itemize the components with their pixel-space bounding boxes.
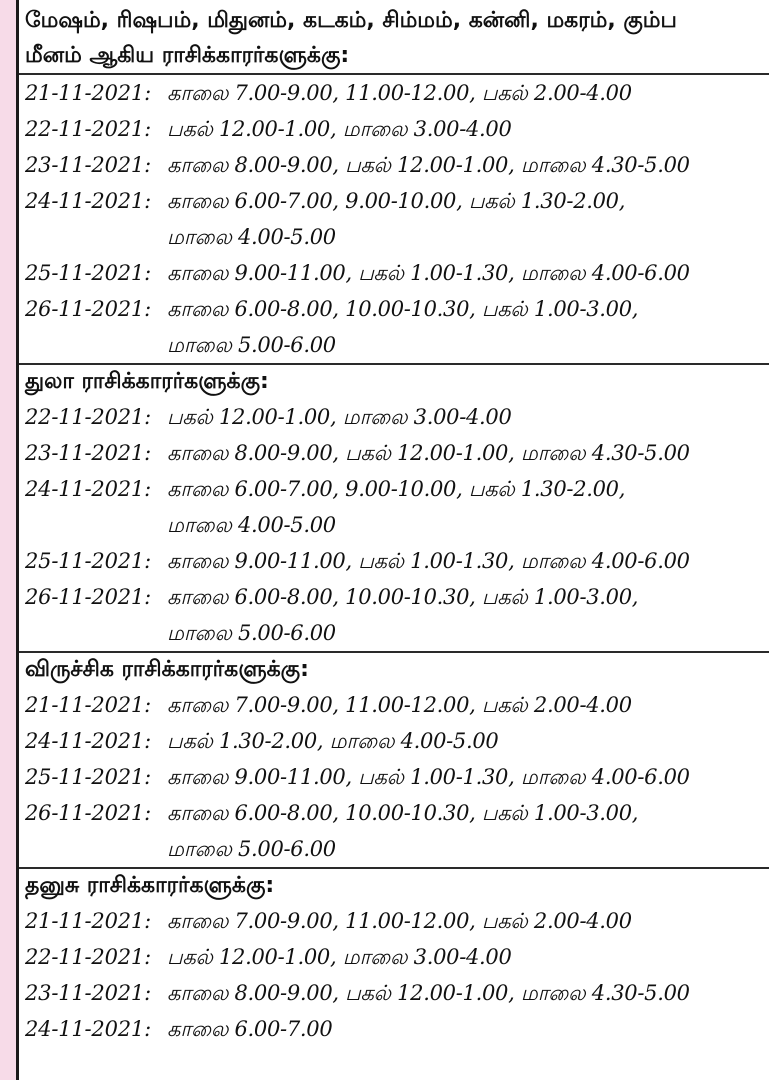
- entry-times: [167, 399, 769, 435]
- entry-times: [167, 939, 769, 975]
- section-heading: மீனம் ஆகிய ராசிக்காரர்களுக்கு:: [25, 43, 350, 68]
- schedule-row: [19, 435, 769, 471]
- entry-times: [167, 183, 769, 255]
- time-line: மாலை 4.00-5.00: [167, 513, 336, 537]
- time-line: காலை 8.00-9.00, பகல் 12.00-1.00, மாலை 4.30-5.00: [167, 441, 690, 465]
- entry-times: [167, 435, 769, 471]
- entry-date: 24-11-2021:: [25, 729, 151, 753]
- schedule-row: [19, 183, 769, 255]
- time-line: காலை 6.00-7.00, 9.00-10.00, பகல் 1.30-2.00,: [167, 189, 626, 213]
- time-line: காலை 7.00-9.00, 11.00-12.00, பகல் 2.00-4.00: [167, 693, 632, 717]
- rasi-section: [19, 365, 769, 653]
- schedule-row: [19, 291, 769, 363]
- section-heading: துலா ராசிக்காரர்களுக்கு:: [25, 369, 269, 394]
- time-line: மாலை 5.00-6.00: [167, 837, 336, 861]
- rasi-section: [19, 869, 769, 1047]
- schedule-row: [19, 1011, 769, 1047]
- entry-date: 24-11-2021:: [25, 1017, 151, 1041]
- entry-times: [167, 975, 769, 1011]
- section-heading: விருச்சிக ராசிக்காரர்களுக்கு:: [25, 657, 309, 682]
- schedule-row: [19, 903, 769, 939]
- schedule-row: [19, 147, 769, 183]
- entry-times: [167, 1011, 769, 1047]
- entry-times: [167, 687, 769, 723]
- entry-date: 21-11-2021:: [25, 909, 151, 933]
- entry-date: 26-11-2021:: [25, 585, 151, 609]
- time-line: காலை 7.00-9.00, 11.00-12.00, பகல் 2.00-4.00: [167, 909, 632, 933]
- entry-date: 24-11-2021:: [25, 189, 151, 213]
- entry-date: 23-11-2021:: [25, 153, 151, 177]
- entry-date: 22-11-2021:: [25, 117, 151, 141]
- entry-date: 23-11-2021:: [25, 441, 151, 465]
- entry-times: [167, 111, 769, 147]
- time-line: காலை 9.00-11.00, பகல் 1.00-1.30, மாலை 4.00-6.00: [167, 261, 690, 285]
- schedule-row: [19, 687, 769, 723]
- entry-date: 22-11-2021:: [25, 405, 151, 429]
- schedule-row: [19, 975, 769, 1011]
- schedule-row: [19, 579, 769, 651]
- time-line: பகல் 12.00-1.00, மாலை 3.00-4.00: [167, 405, 512, 429]
- time-line: காலை 6.00-7.00, 9.00-10.00, பகல் 1.30-2.00,: [167, 477, 626, 501]
- schedule-row: [19, 111, 769, 147]
- time-line: காலை 9.00-11.00, பகல் 1.00-1.30, மாலை 4.00-6.00: [167, 765, 690, 789]
- entry-times: [167, 723, 769, 759]
- entry-times: [167, 255, 769, 291]
- entry-times: [167, 903, 769, 939]
- time-line: காலை 7.00-9.00, 11.00-12.00, பகல் 2.00-4.00: [167, 81, 632, 105]
- schedule-row: [19, 795, 769, 867]
- entry-times: [167, 147, 769, 183]
- schedule-row: [19, 471, 769, 543]
- schedule-row: [19, 723, 769, 759]
- rasi-section: [19, 653, 769, 869]
- schedule-panel: [16, 0, 769, 1080]
- time-line: மாலை 5.00-6.00: [167, 333, 336, 357]
- entry-date: 25-11-2021:: [25, 549, 151, 573]
- section-heading: மேஷம், ரிஷபம், மிதுனம், கடகம், சிம்மம், கன்னி, மகரம், கும்ப: [25, 8, 677, 33]
- schedule-row: [19, 939, 769, 975]
- entry-times: [167, 579, 769, 651]
- entry-times: [167, 795, 769, 867]
- time-line: காலை 6.00-8.00, 10.00-10.30, பகல் 1.00-3.00,: [167, 801, 639, 825]
- entry-times: [167, 543, 769, 579]
- time-line: மாலை 4.00-5.00: [167, 225, 336, 249]
- schedule-row: [19, 75, 769, 111]
- time-line: காலை 6.00-7.00: [167, 1017, 333, 1041]
- entry-date: 26-11-2021:: [25, 801, 151, 825]
- schedule-row: [19, 759, 769, 795]
- time-line: காலை 6.00-8.00, 10.00-10.30, பகல் 1.00-3.00,: [167, 585, 639, 609]
- time-line: பகல் 1.30-2.00, மாலை 4.00-5.00: [167, 729, 499, 753]
- entry-times: [167, 75, 769, 111]
- entry-date: 22-11-2021:: [25, 945, 151, 969]
- entry-times: [167, 759, 769, 795]
- time-line: மாலை 5.00-6.00: [167, 621, 336, 645]
- entry-date: 25-11-2021:: [25, 261, 151, 285]
- time-line: காலை 9.00-11.00, பகல் 1.00-1.30, மாலை 4.00-6.00: [167, 549, 690, 573]
- section-heading: தனுசு ராசிக்காரர்களுக்கு:: [25, 873, 275, 898]
- entry-date: 21-11-2021:: [25, 81, 151, 105]
- entry-times: [167, 291, 769, 363]
- schedule-row: [19, 255, 769, 291]
- schedule-row: [19, 543, 769, 579]
- time-line: காலை 8.00-9.00, பகல் 12.00-1.00, மாலை 4.30-5.00: [167, 981, 690, 1005]
- time-line: பகல் 12.00-1.00, மாலை 3.00-4.00: [167, 945, 512, 969]
- time-line: காலை 8.00-9.00, பகல் 12.00-1.00, மாலை 4.30-5.00: [167, 153, 690, 177]
- time-line: பகல் 12.00-1.00, மாலை 3.00-4.00: [167, 117, 512, 141]
- entry-times: [167, 471, 769, 543]
- entry-date: 21-11-2021:: [25, 693, 151, 717]
- rasi-section: [19, 0, 769, 365]
- time-line: காலை 6.00-8.00, 10.00-10.30, பகல் 1.00-3.00,: [167, 297, 639, 321]
- entry-date: 26-11-2021:: [25, 297, 151, 321]
- entry-date: 23-11-2021:: [25, 981, 151, 1005]
- entry-date: 25-11-2021:: [25, 765, 151, 789]
- entry-date: 24-11-2021:: [25, 477, 151, 501]
- schedule-row: [19, 399, 769, 435]
